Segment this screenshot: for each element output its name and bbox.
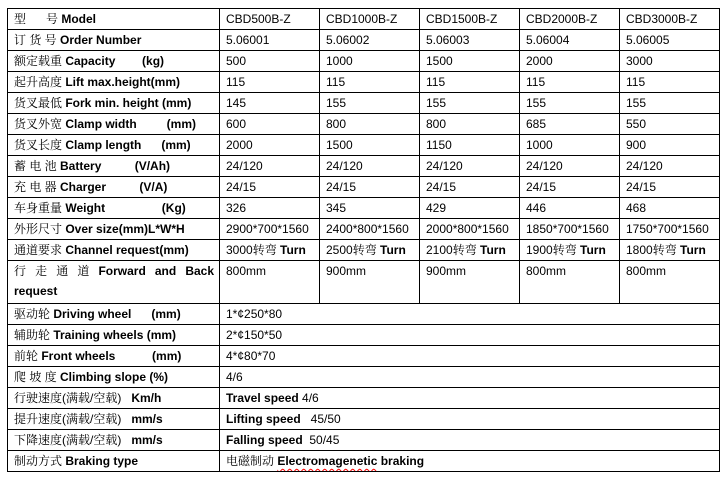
text-segment: 24/15 (226, 180, 257, 194)
text-segment: 155 (326, 96, 347, 110)
text-segment: 3000转弯 (226, 243, 281, 257)
row-value (220, 135, 320, 156)
table-row (8, 261, 720, 304)
table-row (8, 30, 720, 51)
row-value (520, 219, 620, 240)
row-value (520, 51, 620, 72)
text-segment: 订 货 号 (14, 33, 61, 47)
text-segment: 900mm (326, 264, 367, 278)
row-value (220, 198, 320, 219)
row-value (320, 72, 420, 93)
row-value (320, 177, 420, 198)
row-value (320, 51, 420, 72)
row-value (520, 177, 620, 198)
text-segment: Model (61, 12, 97, 26)
row-value (420, 261, 520, 304)
row-value (420, 114, 520, 135)
text-segment: 600 (226, 117, 247, 131)
row-value (620, 219, 720, 240)
row-value (520, 198, 620, 219)
text-segment: 115 (226, 75, 246, 89)
row-value (620, 177, 720, 198)
row-label (8, 30, 220, 51)
row-value (620, 135, 720, 156)
text-segment: Lift max.height(mm) (65, 75, 181, 89)
text-segment: 24/15 (326, 180, 357, 194)
text-segment: 2000 (226, 138, 253, 152)
text-segment: CBD3000B-Z (626, 12, 698, 26)
text-segment: Braking type (65, 454, 139, 468)
text-segment: Fork min. height (mm) (65, 96, 192, 110)
row-label (8, 156, 220, 177)
text-segment: 额定载重 (14, 54, 66, 68)
text-segment: 下降速度(满载/空载) (14, 433, 132, 447)
table-row (8, 240, 720, 261)
row-label (8, 219, 220, 240)
row-value (420, 177, 520, 198)
text-segment: 24/15 (526, 180, 557, 194)
text-segment: CBD1500B-Z (426, 12, 498, 26)
row-value (320, 198, 420, 219)
row-label (8, 367, 220, 388)
text-segment: 468 (626, 201, 647, 215)
row-value (620, 114, 720, 135)
text-segment: 900 (626, 138, 647, 152)
text-segment: 起升高度 (14, 75, 66, 89)
text-segment: 115 (626, 75, 646, 89)
text-segment: Turn (380, 243, 406, 257)
row-value (520, 30, 620, 51)
text-segment: mm/s (131, 412, 163, 426)
text-segment: 2500转弯 (326, 243, 381, 257)
text-segment: 走 (35, 264, 48, 278)
row-value (520, 135, 620, 156)
text-segment: 446 (526, 201, 547, 215)
spec-table-body (8, 9, 720, 472)
row-value (320, 30, 420, 51)
table-row (8, 325, 720, 346)
row-value (620, 30, 720, 51)
row-value (420, 51, 520, 72)
text-segment: 1500 (326, 138, 353, 152)
text-segment: 50/45 (302, 433, 340, 447)
table-row (8, 72, 720, 93)
text-segment: 2900*700*1560 (226, 222, 309, 236)
text-segment: Clamp width (mm) (65, 117, 197, 131)
row-label (8, 51, 220, 72)
text-segment: CBD500B-Z (226, 12, 291, 26)
text-segment: Over size(mm)L*W*H (65, 222, 185, 236)
text-segment: Channel request(mm) (65, 243, 189, 257)
row-value (520, 156, 620, 177)
row-value (220, 325, 720, 346)
text-segment: 行 (14, 264, 27, 278)
text-segment: Forward (98, 264, 146, 278)
text-segment: 326 (226, 201, 247, 215)
row-label (8, 304, 220, 325)
text-segment: 辅助轮 (14, 328, 54, 342)
text-segment: Capacity (kg) (65, 54, 165, 68)
row-label (8, 198, 220, 219)
text-segment: 电磁制动 (226, 454, 278, 468)
text-segment: 1800转弯 (626, 243, 681, 257)
row-value (220, 9, 320, 30)
text-segment: Clamp length (mm) (65, 138, 191, 152)
row-value (420, 240, 520, 261)
row-value (220, 72, 320, 93)
row-label (8, 325, 220, 346)
text-segment: 800mm (226, 264, 267, 278)
text-segment: 车身重量 (14, 201, 66, 215)
row-value (220, 30, 320, 51)
text-segment: 1000 (526, 138, 553, 152)
row-value (220, 114, 320, 135)
table-row (8, 346, 720, 367)
text-segment: 24/120 (626, 159, 663, 173)
row-value (220, 451, 720, 472)
text-segment: 2000 (526, 54, 553, 68)
misspelled-word: Electromagenetic (277, 454, 378, 468)
row-label (8, 177, 220, 198)
row-label (8, 409, 220, 430)
row-value (420, 93, 520, 114)
text-segment: 货叉外宽 (14, 117, 66, 131)
table-row (8, 135, 720, 156)
text-segment: 800mm (626, 264, 667, 278)
text-segment: 4/6 (226, 370, 243, 384)
text-segment: mm/s (131, 433, 163, 447)
text-segment: 1850*700*1560 (526, 222, 609, 236)
text-segment: 500 (226, 54, 247, 68)
row-label-line1 (14, 261, 216, 281)
text-segment: 1500 (426, 54, 453, 68)
row-label (8, 451, 220, 472)
row-label (8, 9, 220, 30)
row-value (320, 93, 420, 114)
text-segment: 2000*800*1560 (426, 222, 509, 236)
text-segment: 充 电 器 (14, 180, 61, 194)
row-value (420, 72, 520, 93)
table-row (8, 9, 720, 30)
text-segment: 155 (426, 96, 447, 110)
row-value (520, 261, 620, 304)
row-value (520, 93, 620, 114)
table-row (8, 156, 720, 177)
row-value (220, 304, 720, 325)
row-value (520, 9, 620, 30)
text-segment: Weight (Kg) (65, 201, 186, 215)
text-segment: 115 (426, 75, 446, 89)
text-segment: 2*¢150*50 (226, 328, 283, 342)
row-value (620, 198, 720, 219)
text-segment: 800mm (526, 264, 567, 278)
table-row (8, 304, 720, 325)
row-value (220, 409, 720, 430)
row-value (220, 367, 720, 388)
text-segment: Travel speed (226, 391, 299, 405)
text-segment: 4/6 (298, 391, 319, 405)
text-segment: 5.06002 (326, 33, 370, 47)
row-label (8, 388, 220, 409)
text-segment: 道 (77, 264, 90, 278)
text-segment: 1900转弯 (526, 243, 581, 257)
row-value (420, 9, 520, 30)
table-row (8, 430, 720, 451)
text-segment: Falling speed (226, 433, 303, 447)
row-value (220, 51, 320, 72)
row-value (320, 9, 420, 30)
text-segment: 5.06005 (626, 33, 670, 47)
text-segment: 900mm (426, 264, 467, 278)
text-segment: 提升速度(满载/空载) (14, 412, 132, 426)
text-segment: 800 (326, 117, 347, 131)
text-segment: 550 (626, 117, 647, 131)
text-segment: 驱动轮 (14, 307, 54, 321)
row-label (8, 430, 220, 451)
text-segment: 货叉长度 (14, 138, 66, 152)
text-segment: 5.06001 (226, 33, 270, 47)
text-segment: 24/15 (426, 180, 457, 194)
row-label (8, 93, 220, 114)
text-segment: 2400*800*1560 (326, 222, 409, 236)
text-segment: 24/120 (426, 159, 463, 173)
text-segment: 蓄 电 池 (14, 159, 61, 173)
table-row (8, 409, 720, 430)
table-row (8, 219, 720, 240)
text-segment: 3000 (626, 54, 653, 68)
text-segment: Turn (680, 243, 706, 257)
text-segment: 4*¢80*70 (226, 349, 276, 363)
row-value (320, 261, 420, 304)
text-segment: Front wheels (mm) (41, 349, 182, 363)
text-segment: 前轮 (14, 349, 42, 363)
text-segment: Turn (580, 243, 606, 257)
table-row (8, 198, 720, 219)
row-value (620, 93, 720, 114)
table-row (8, 451, 720, 472)
row-value (220, 219, 320, 240)
text-segment: 通道要求 (14, 243, 66, 257)
table-row (8, 114, 720, 135)
text-segment: CBD1000B-Z (326, 12, 398, 26)
row-value (220, 240, 320, 261)
row-value (620, 9, 720, 30)
table-row (8, 367, 720, 388)
row-value (220, 177, 320, 198)
text-segment: Km/h (131, 391, 162, 405)
text-segment: 24/15 (626, 180, 657, 194)
row-label (8, 135, 220, 156)
row-value (320, 135, 420, 156)
text-segment: Battery (V/Ah) (60, 159, 171, 173)
row-value (520, 72, 620, 93)
row-value (220, 93, 320, 114)
text-segment: 5.06004 (526, 33, 570, 47)
text-segment: braking (377, 454, 425, 468)
text-segment: 型 号 (14, 12, 62, 26)
text-segment: 155 (626, 96, 647, 110)
row-value (320, 114, 420, 135)
text-segment: Back (185, 264, 214, 278)
row-value (520, 114, 620, 135)
text-segment: 45/50 (300, 412, 341, 426)
row-value (420, 198, 520, 219)
row-value (320, 219, 420, 240)
text-segment: Lifting speed (226, 412, 301, 426)
row-value (220, 388, 720, 409)
text-segment: 429 (426, 201, 447, 215)
text-segment: Charger (V/A) (60, 180, 168, 194)
row-label (8, 72, 220, 93)
text-segment: Turn (480, 243, 506, 257)
text-segment: Turn (280, 243, 306, 257)
row-value (620, 156, 720, 177)
text-segment: 800 (426, 117, 447, 131)
text-segment: Climbing slope (%) (60, 370, 169, 384)
text-segment: 685 (526, 117, 547, 131)
row-value (620, 261, 720, 304)
text-segment: 24/120 (326, 159, 363, 173)
text-segment: 爬 坡 度 (14, 370, 61, 384)
text-segment: and (154, 264, 177, 278)
spec-table (7, 8, 720, 472)
text-segment: Training wheels (mm) (53, 328, 177, 342)
row-value (620, 51, 720, 72)
table-row (8, 93, 720, 114)
text-segment: 115 (326, 75, 346, 89)
text-segment: 外形尺寸 (14, 222, 66, 236)
row-label (8, 240, 220, 261)
text-segment: 345 (326, 201, 347, 215)
row-value (220, 261, 320, 304)
text-segment: 1*¢250*80 (226, 307, 283, 321)
row-value (320, 240, 420, 261)
row-value (320, 156, 420, 177)
row-label (8, 114, 220, 135)
row-value (420, 219, 520, 240)
row-label (8, 346, 220, 367)
row-value (520, 240, 620, 261)
row-label-line2: request (14, 284, 58, 298)
text-segment: 2100转弯 (426, 243, 481, 257)
row-value (220, 430, 720, 451)
text-segment: 1150 (426, 138, 452, 152)
row-value (220, 346, 720, 367)
table-row (8, 51, 720, 72)
row-value (620, 240, 720, 261)
row-label (8, 261, 220, 304)
text-segment: CBD2000B-Z (526, 12, 598, 26)
text-segment: 货叉最低 (14, 96, 66, 110)
text-segment: 行驶速度(满载/空载) (14, 391, 132, 405)
row-value (420, 156, 520, 177)
text-segment: 145 (226, 96, 247, 110)
text-segment: 24/120 (226, 159, 263, 173)
row-value (420, 30, 520, 51)
row-value (620, 72, 720, 93)
text-segment: 115 (526, 75, 546, 89)
text-segment: 1750*700*1560 (626, 222, 709, 236)
row-value (420, 135, 520, 156)
text-segment: 通 (56, 264, 69, 278)
row-value (220, 156, 320, 177)
text-segment: 1000 (326, 54, 353, 68)
table-row (8, 388, 720, 409)
text-segment: Order Number (60, 33, 142, 47)
text-segment: 24/120 (526, 159, 563, 173)
text-segment: 5.06003 (426, 33, 470, 47)
table-row (8, 177, 720, 198)
text-segment: 制动方式 (14, 454, 66, 468)
text-segment: 155 (526, 96, 547, 110)
text-segment: Driving wheel (mm) (53, 307, 181, 321)
